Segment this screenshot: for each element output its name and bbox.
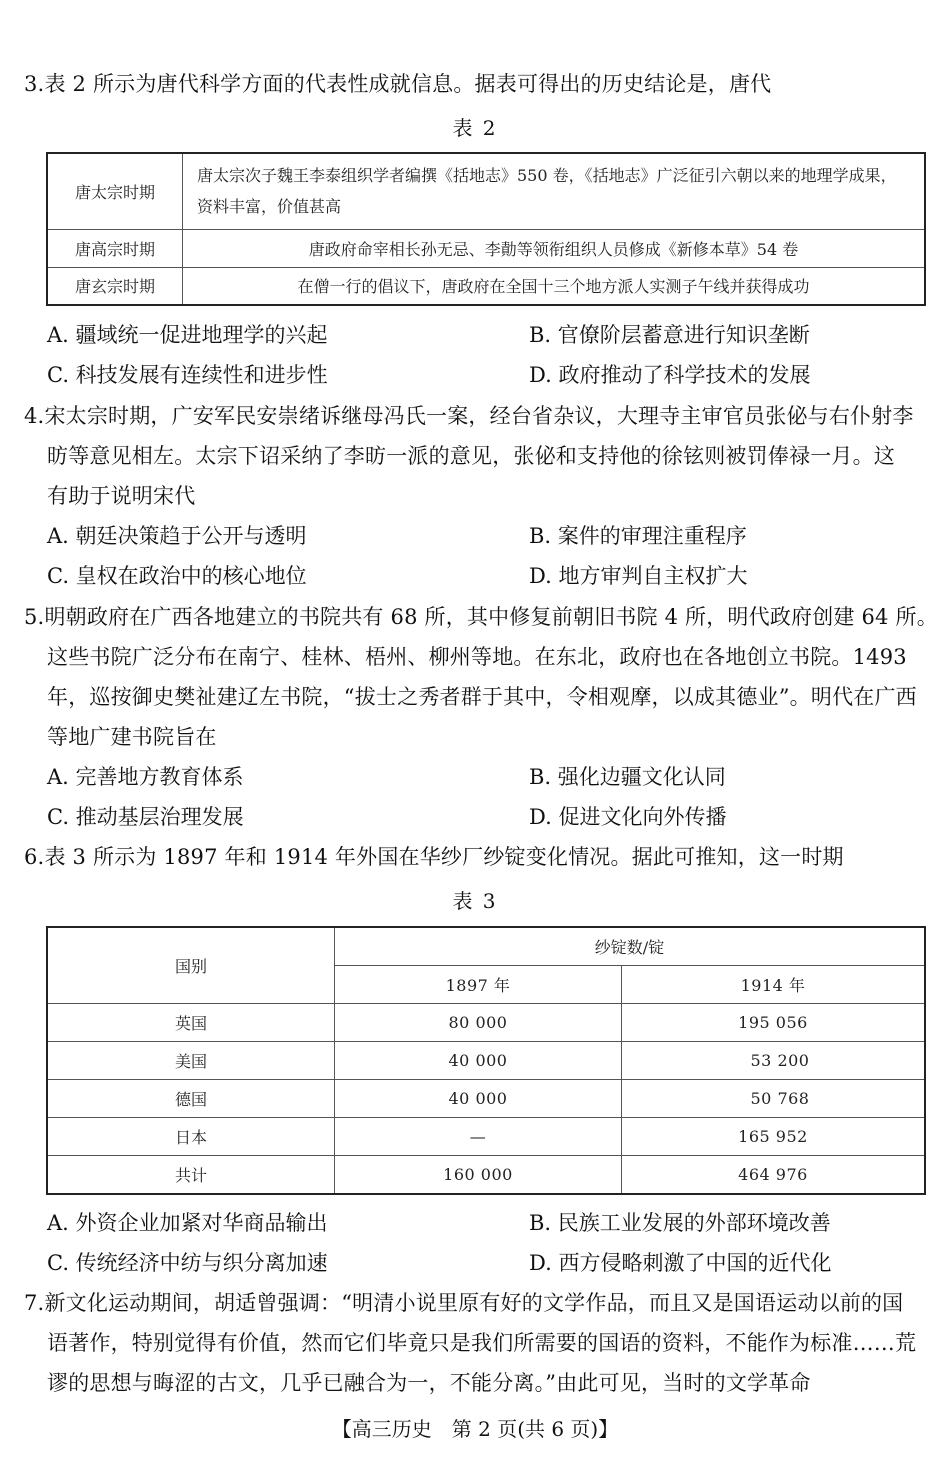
q4-text: 宋太宗时期，广安军民安崇绪诉继母冯氏一案，经台省杂议，大理寺主审官员张佖与右仆射李: [44, 404, 914, 428]
q5-option-b[interactable]: B. 强化边疆文化认同: [529, 765, 726, 789]
table-cell-country: 共计: [47, 1156, 335, 1195]
q6-stem-text: 表 3 所示为 1897 年和 1914 年外国在华纱厂纱锭变化情况。据此可推知，这一时期: [44, 845, 844, 869]
q3-table-title: 表 2: [452, 116, 498, 140]
q5-stem-line-2: 这些书院广泛分布在南宁、桂林、梧州、柳州等地。在东北，政府也在各地创立书院。1493: [47, 645, 907, 669]
table-row: [47, 1118, 925, 1156]
table-cell-1914: 50 768: [622, 1080, 926, 1118]
table-cell-1914: 53 200: [622, 1042, 926, 1080]
table-header-1897: 1897 年: [335, 966, 622, 1004]
table-cell-1914: 195 056: [622, 1004, 926, 1042]
q3-table: [46, 152, 926, 306]
q3-option-d[interactable]: D. 政府推动了科学技术的发展: [529, 363, 811, 387]
table-cell-1897: 40 000: [335, 1080, 622, 1118]
table-cell-period: 唐玄宗时期: [47, 267, 183, 305]
q4-stem-line-2: 昉等意见相左。太宗下诏采纳了李昉一派的意见，张佖和支持他的徐铉则被罚俸禄一月。这: [47, 444, 895, 468]
q5-text: 明朝政府在广西各地建立的书院共有 68 所，其中修复前朝旧书院 4 所，明代政府创建 64 所。: [44, 605, 938, 629]
table-cell-1914: 165 952: [622, 1118, 926, 1156]
q3-stem-text: 表 2 所示为唐代科学方面的代表性成就信息。据表可得出的历史结论是，唐代: [44, 72, 772, 96]
q3-stem: [24, 70, 928, 98]
q4-stem-line-1: [24, 402, 928, 430]
table-cell-content: 唐政府命宰相长孙无忌、李勣等领衔组织人员修成《新修本草》54 卷: [183, 229, 926, 267]
q7-stem-line-1: [24, 1289, 928, 1317]
q5-option-d[interactable]: D. 促进文化向外传播: [529, 805, 727, 829]
table-cell-country: 日本: [47, 1118, 335, 1156]
q6-number: 6.: [24, 845, 45, 869]
q5-stem-line-3: 年，巡按御史樊祉建辽左书院，“拔士之秀者群于其中，令相观摩，以成其德业”。明代在广西: [47, 685, 917, 709]
table-cell-country: 德国: [47, 1080, 335, 1118]
q7-stem-line-3: 谬的思想与晦涩的古文，几乎已融合为一，不能分离。”由此可见，当时的文学革命: [47, 1371, 811, 1395]
q4-option-a[interactable]: A. 朝廷决策趋于公开与透明: [47, 524, 307, 548]
q3-option-a[interactable]: A. 疆域统一促进地理学的兴起: [47, 323, 328, 347]
q7-stem-line-2: 语著作，特别觉得有价值，然而它们毕竟只是我们所需要的国语的资料，不能作为标准……荒: [47, 1331, 917, 1355]
q3-option-b[interactable]: B. 官僚阶层蓄意进行知识垄断: [529, 323, 810, 347]
q4-option-b[interactable]: B. 案件的审理注重程序: [529, 524, 747, 548]
table-cell-period: 唐高宗时期: [47, 229, 183, 267]
q6-option-c[interactable]: C. 传统经济中纺与织分离加速: [47, 1251, 328, 1275]
table-row: [47, 229, 925, 267]
table-header-country: 国别: [47, 927, 335, 1004]
table-row: [47, 267, 925, 305]
q5-option-c[interactable]: C. 推动基层治理发展: [47, 805, 244, 829]
table-cell-1897: 80 000: [335, 1004, 622, 1042]
table-row: [47, 1004, 925, 1042]
table-header-row: [47, 927, 925, 966]
q5-option-a[interactable]: A. 完善地方教育体系: [47, 765, 244, 789]
q6-option-a[interactable]: A. 外资企业加紧对华商品输出: [47, 1211, 328, 1235]
table-header-1914: 1914 年: [622, 966, 926, 1004]
q4-number: 4.: [24, 404, 45, 428]
table-cell-1897: 40 000: [335, 1042, 622, 1080]
table-cell-1897: —: [335, 1118, 622, 1156]
q6-table: [46, 926, 926, 1195]
q5-stem-line-4: 等地广建书院旨在: [47, 725, 217, 749]
table-cell-country: 美国: [47, 1042, 335, 1080]
table-row: [47, 1042, 925, 1080]
table-cell-content: 唐太宗次子魏王李泰组织学者编撰《括地志》550 卷，《括地志》广泛征引六朝以来的地理学成果，资料丰富，价值甚高: [183, 153, 926, 229]
q6-stem: [24, 843, 928, 871]
table-row: [47, 1080, 925, 1118]
table-cell-1897: 160 000: [335, 1156, 622, 1195]
table-row: [47, 1156, 925, 1195]
table-row: [47, 153, 925, 229]
q4-option-d[interactable]: D. 地方审判自主权扩大: [529, 564, 748, 588]
q7-text: 新文化运动期间，胡适曾强调：“明清小说里原有好的文学作品，而且又是国语运动以前的国: [44, 1291, 904, 1315]
page-footer: 【高三历史 第 2 页(共 6 页)】: [331, 1417, 619, 1441]
q5-number: 5.: [24, 605, 45, 629]
table-cell-content: 在僧一行的倡议下，唐政府在全国十三个地方派人实测子午线并获得成功: [183, 267, 926, 305]
table-cell-period: 唐太宗时期: [47, 153, 183, 229]
table-cell-1914: 464 976: [622, 1156, 926, 1195]
q4-option-c[interactable]: C. 皇权在政治中的核心地位: [47, 564, 307, 588]
q7-number: 7.: [24, 1291, 45, 1315]
q6-option-d[interactable]: D. 西方侵略刺激了中国的近代化: [529, 1251, 832, 1275]
q3-option-c[interactable]: C. 科技发展有连续性和进步性: [47, 363, 328, 387]
q3-number: 3.: [24, 72, 45, 96]
table-header-group: 纱锭数/锭: [335, 927, 926, 966]
q6-table-title: 表 3: [452, 889, 498, 913]
q4-stem-line-3: 有助于说明宋代: [47, 484, 196, 508]
q5-stem-line-1: [24, 603, 938, 631]
table-cell-country: 英国: [47, 1004, 335, 1042]
q6-option-b[interactable]: B. 民族工业发展的外部环境改善: [529, 1211, 831, 1235]
